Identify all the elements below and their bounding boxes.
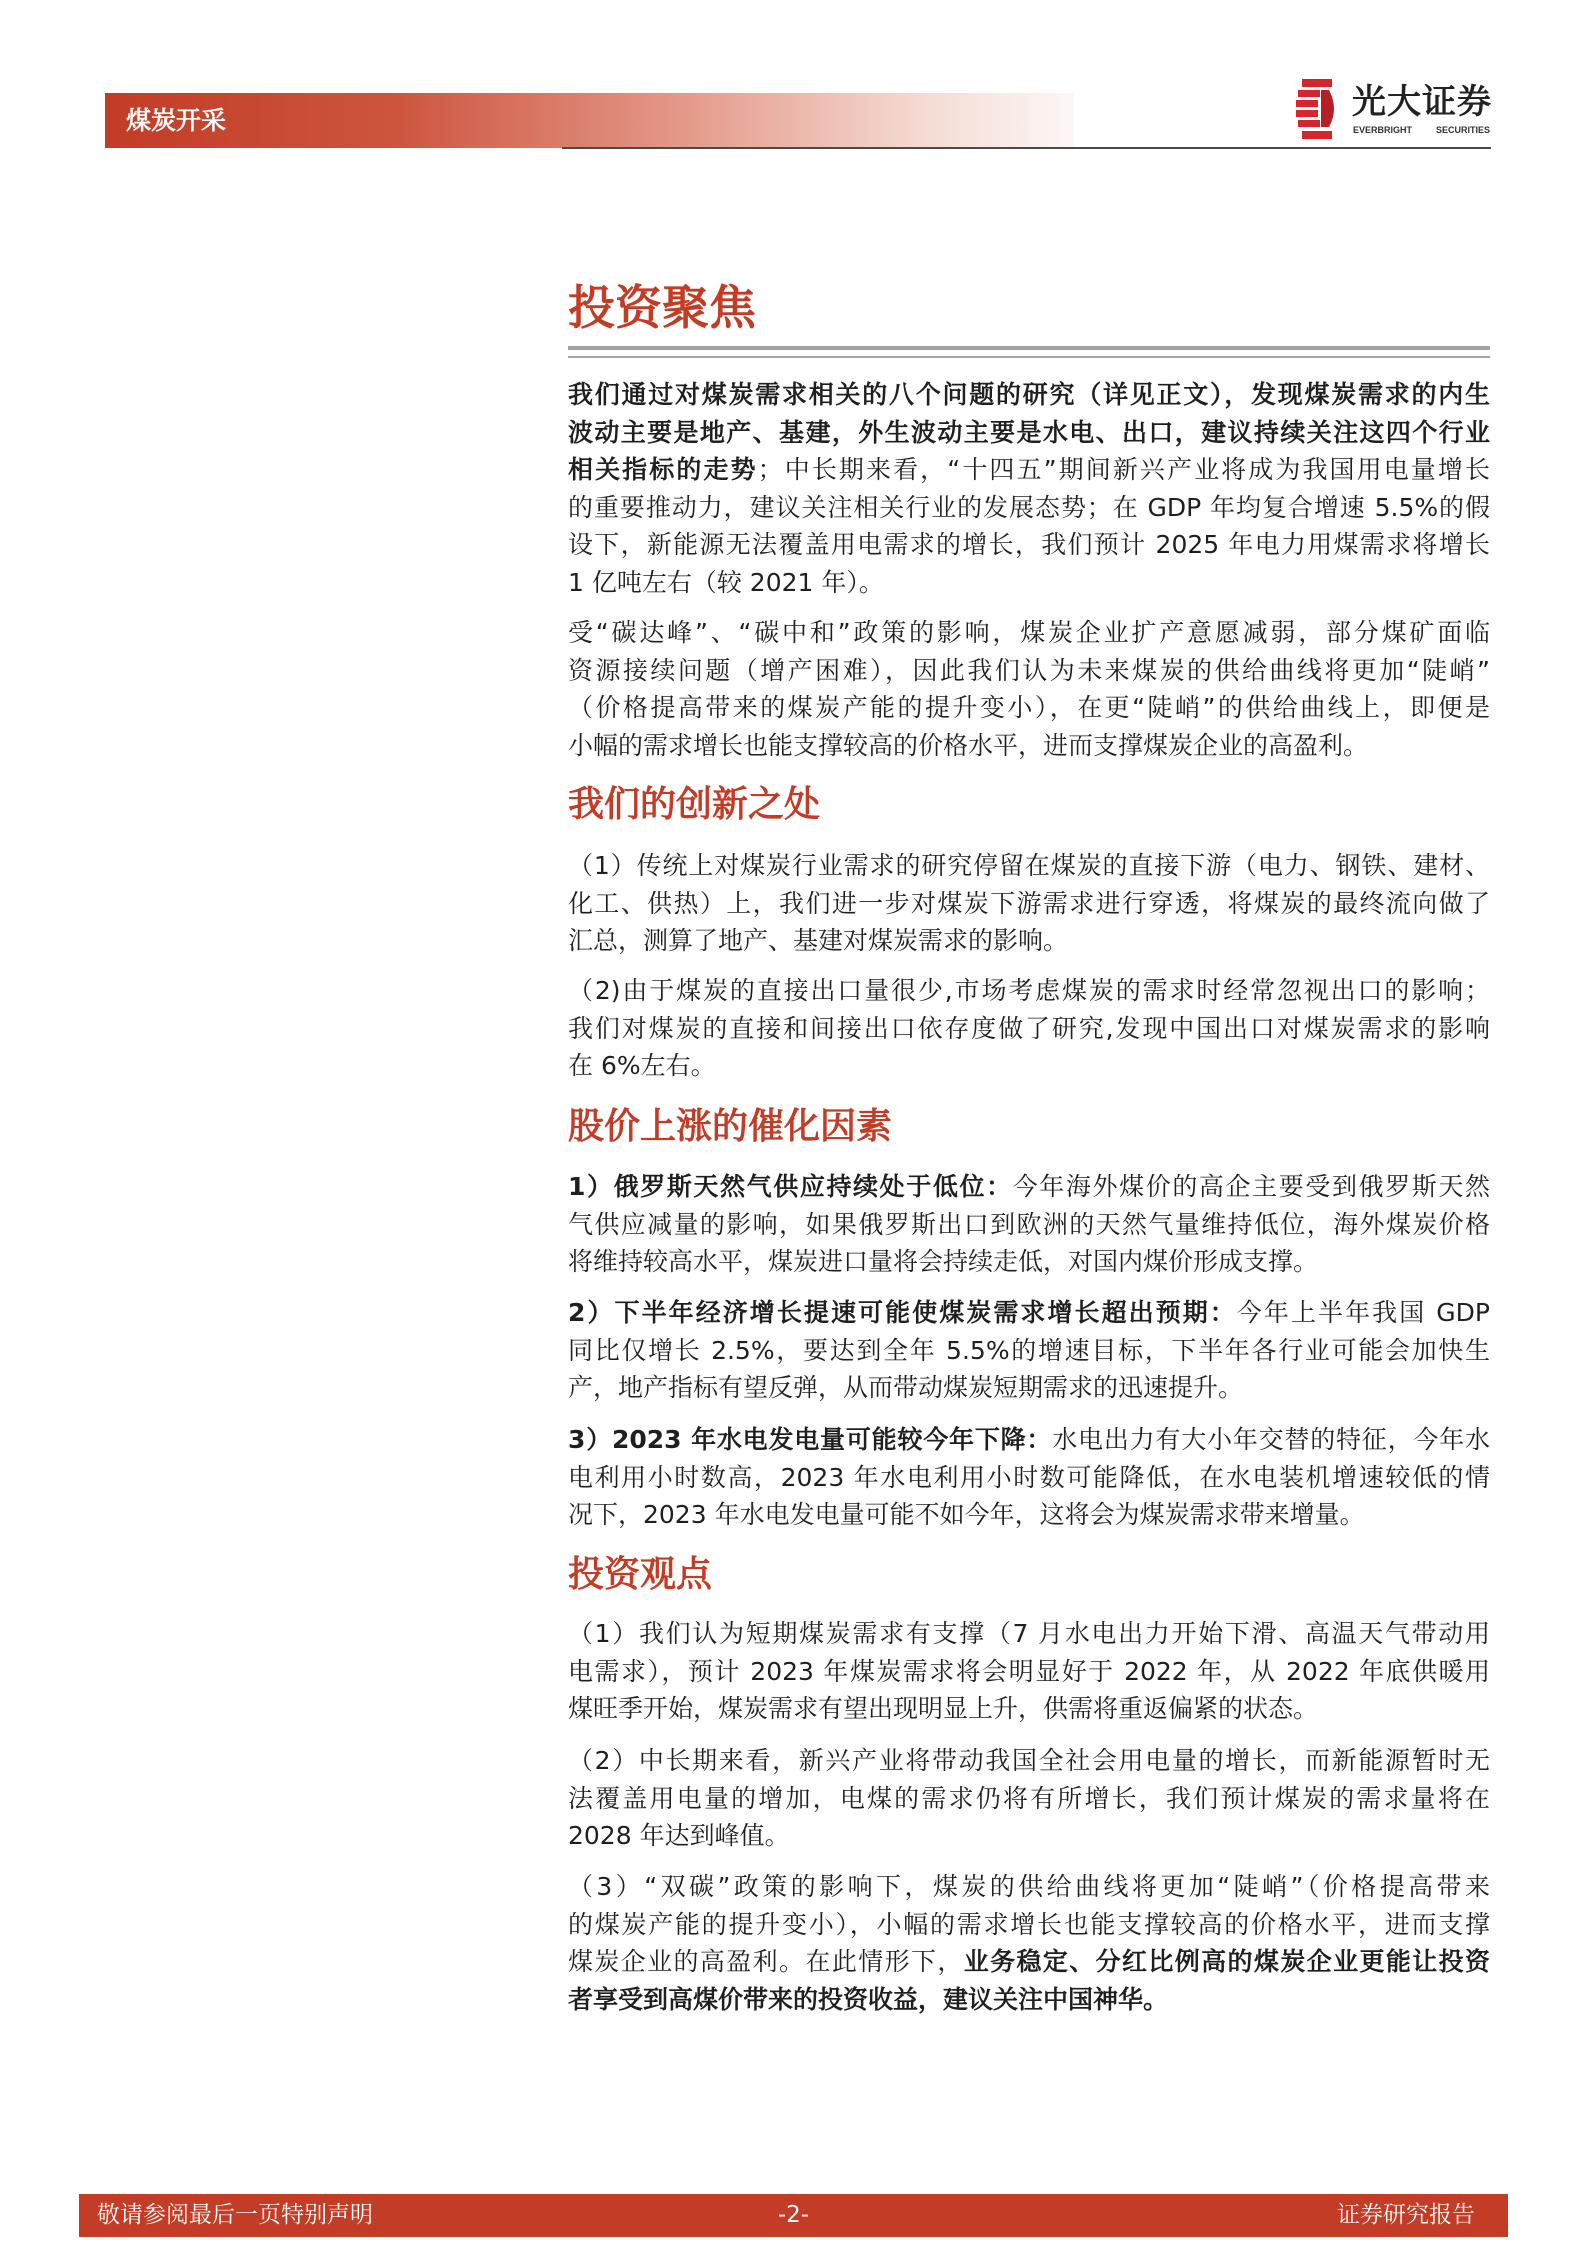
text-run: （1）我们认为短期煤炭需求有支撑（7 月水电出力开始下滑、高温天气带动用 [568,1619,1490,1648]
footer-doc-type: 证券研究报告 [1337,2202,1475,2228]
text-run: 煤旺季开始，煤炭需求有望出现明显上升，供需将重返偏紧的状态。 [568,1694,1319,1724]
text-line [568,1780,1490,1818]
text-line [568,1906,1490,1944]
text-line [568,922,1490,960]
text-run: （1）传统上对煤炭行业需求的研究停留在煤炭的直接下游（电力、钢铁、建材、 [568,851,1490,880]
text-line [568,1206,1490,1244]
header-category-label: 煤炭开采 [126,106,227,135]
text-line [568,489,1490,527]
text-run: （价格提高带来的煤炭产能的提升变小），在更“陡峭”的供给曲线上，即便是 [568,693,1490,723]
view-paragraph-2 [568,1742,1490,1855]
bold-text-run: 2）下半年经济增长提速可能使煤炭需求增长超出预期： [568,1298,1237,1327]
text-line [568,1943,1490,1981]
text-run: 产，地产指标有望反弹，从而带动煤炭短期需求的迅速提升。 [568,1373,1244,1403]
title-double-rule [568,346,1490,358]
text-line [568,1421,1490,1459]
text-line [568,1742,1490,1780]
text-run: 的煤炭产能的提升变小），小幅的需求增长也能支撑较高的价格水平，进而支撑 [568,1909,1490,1939]
text-run: 汇总，测算了地产、基建对煤炭需求的影响。 [568,926,1069,956]
text-line [568,1496,1490,1534]
text-run: 的重要推动力，建议关注相关行业的发展态势；在 GDP 年均复合增速 5.5%的假 [568,492,1490,522]
text-line [568,526,1490,564]
footer-page-number: -2- [777,2202,810,2228]
text-run: 资源接续问题（增产困难），因此我们认为未来煤炭的供给曲线将更加“陡峭” [568,655,1490,685]
text-line [568,847,1490,885]
text-line [568,689,1490,727]
catalyst-paragraph-3 [568,1421,1490,1534]
footer-disclaimer: 敬请参阅最后一页特别声明 [97,2202,373,2228]
text-run: 2028 年达到峰值。 [568,1821,790,1851]
everbright-logo-icon [1296,79,1339,139]
heading-investment-view: 投资观点 [568,1554,713,1595]
text-line [568,414,1490,452]
text-line [568,1817,1490,1855]
text-run: 电需求），预计 2023 年煤炭需求将会明显好于 2022 年，从 2022 年底供暖用 [568,1656,1490,1686]
text-run: 煤炭企业的高盈利。在此情形下， [568,1947,964,1977]
text-line [568,1868,1490,1906]
bold-text-run: 业务稳定、分红比例高的煤炭企业更能让投资 [963,1947,1490,1977]
bold-text-run: 相关指标的走势 [568,455,758,485]
text-line [568,652,1490,690]
text-run: （2)由于煤炭的直接出口量很少,市场考虑煤炭的需求时经常忽视出口的影响； [568,976,1490,1005]
text-line [568,727,1490,765]
text-run: 法覆盖用电量的增加，电煤的需求仍将有所增长，我们预计煤炭的需求量将在 [568,1783,1490,1813]
text-line [568,1690,1490,1728]
heading-catalysts: 股价上涨的催化因素 [568,1106,893,1147]
text-run: 在 6%左右。 [568,1051,716,1081]
text-line [568,1615,1490,1653]
view-paragraph-1 [568,1615,1490,1728]
bold-text-run: 者享受到高煤价带来的投资收益，建议关注中国神华。 [568,1984,1169,2014]
text-run: 设下，新能源无法覆盖用电需求的增长，我们预计 2025 年电力用煤需求将增长 [568,530,1490,560]
text-run: 水电出力有大小年交替的特征，今年水 [1052,1425,1490,1454]
text-run: 同比仅增长 2.5%，要达到全年 5.5%的增速目标，下半年各行业可能会加快生 [568,1335,1490,1365]
catalyst-paragraph-1 [568,1168,1490,1281]
text-run: 况下，2023 年水电发电量可能不如今年，这将会为煤炭需求带来增量。 [568,1500,1365,1530]
logo-english-name: EVERBRIGHT SECURITIES [1353,125,1490,135]
text-line [568,972,1490,1010]
text-line [568,614,1490,652]
innovation-paragraph-2 [568,972,1490,1085]
text-line [568,1369,1490,1407]
section-title-investment-focus: 投资聚焦 [568,281,756,336]
bold-text-run: 3）2023 年水电发电量可能较今年下降： [568,1425,1053,1454]
innovation-paragraph-1 [568,847,1490,960]
text-run: 将维持较高水平，煤炭进口量将会持续走低，对国内煤价形成支撑。 [568,1247,1319,1277]
text-line [568,564,1490,602]
text-run: 电利用小时数高，2023 年水电利用小时数可能降低，在水电装机增速较低的情 [568,1462,1490,1492]
text-run: （3）“双碳”政策的影响下，煤炭的供给曲线将更加“陡峭”（价格提高带来 [568,1872,1490,1901]
bold-text-run: 我们通过对煤炭需求相关的八个问题的研究（详见正文），发现煤炭需求的内生 [568,380,1490,409]
bold-text-run: 波动主要是地产、基建，外生波动主要是水电、出口，建议持续关注这四个行业 [568,417,1490,447]
text-line [568,1047,1490,1085]
header-category-bar [105,93,1074,148]
focus-supply-paragraph [568,614,1490,764]
text-line [568,1168,1490,1206]
text-line [568,885,1490,923]
text-line [568,1332,1490,1370]
text-line [568,1459,1490,1497]
text-run: 今年海外煤价的高企主要受到俄罗斯天然 [1012,1172,1490,1201]
text-run: 今年上半年我国 GDP [1236,1298,1490,1327]
text-line [568,1981,1490,2019]
text-run: 1 亿吨左右（较 2021 年）。 [568,567,884,597]
text-run: （2）中长期来看，新兴产业将带动我国全社会用电量的增长，而新能源暂时无 [568,1746,1490,1775]
bold-text-run: 1）俄罗斯天然气供应持续处于低位： [568,1172,1013,1201]
view-paragraph-3 [568,1868,1490,2018]
text-line [568,376,1490,414]
text-run: 受“碳达峰”、“碳中和”政策的影响，煤炭企业扩产意愿减弱，部分煤矿面临 [568,618,1490,647]
header-rule [562,147,1491,149]
text-run: 小幅的需求增长也能支撑较高的价格水平，进而支撑煤炭企业的高盈利。 [568,730,1369,760]
text-line [568,1653,1490,1691]
text-run: 我们对煤炭的直接和间接出口依存度做了研究,发现中国出口对煤炭需求的影响 [568,1013,1490,1043]
catalyst-paragraph-2 [568,1294,1490,1407]
text-line [568,1294,1490,1332]
text-run: 气供应减量的影响，如果俄罗斯出口到欧洲的天然气量维持低位，海外煤炭价格 [568,1209,1490,1239]
text-line [568,1010,1490,1048]
text-line [568,451,1490,489]
text-run: ；中长期来看，“十四五”期间新兴产业将成为我国用电量增长 [757,455,1490,485]
logo-chinese-name: 光大证券 [1352,82,1492,122]
text-line [568,1243,1490,1281]
footer-bar [79,2194,1508,2237]
focus-summary-paragraph [568,376,1490,602]
text-run: 化工、供热）上，我们进一步对煤炭下游需求进行穿透，将煤炭的最终流向做了 [568,888,1490,918]
heading-innovation: 我们的创新之处 [568,784,821,825]
